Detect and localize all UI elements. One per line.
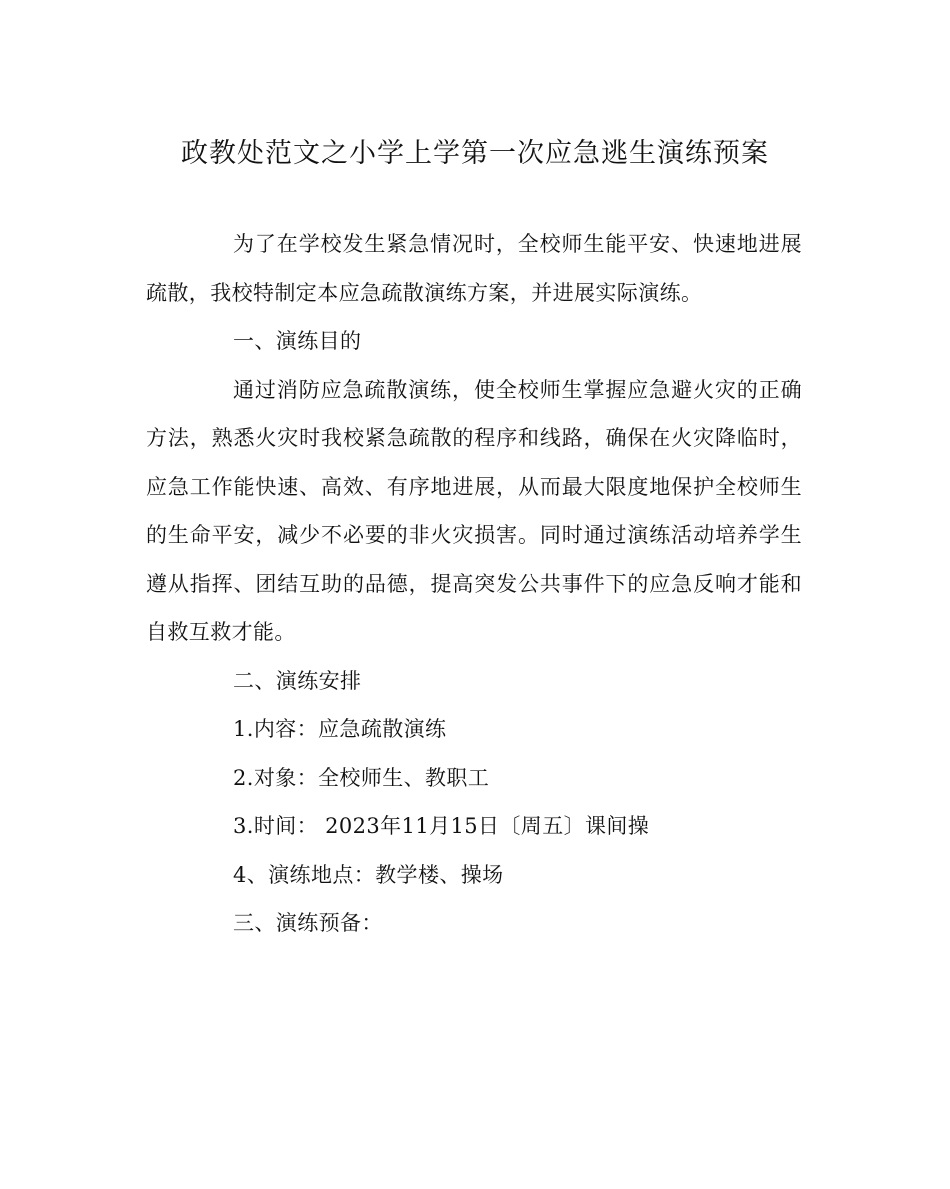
arrangement-item-participants: 2.对象：全校师生、教职工 [233,765,490,790]
arrangement-item-time: 3.时间： 2023年11月15日〔周五〕课间操 [233,814,650,838]
document-body [146,220,802,948]
section-heading-purpose: 一、演练目的 [233,329,362,353]
section-heading-arrangement: 二、演练安排 [233,668,362,693]
arrangement-item-content: 1.内容：应急疏散演练 [233,717,447,741]
document-title: 政教处范文之小学上学第一次应急逃生演练预案 [181,138,769,169]
intro-paragraph: 为了在学校发生紧急情况时，全校师生能平安、快速地进展疏散，我校特制定本应急疏散演练方案，并进展实际演练。 [146,232,802,305]
section-heading-preparation: 三、演练预备： [233,911,383,935]
arrangement-item-location: 4、演练地点：教学楼、操场 [233,862,504,887]
purpose-paragraph: 通过消防应急疏散演练，使全校师生掌握应急避火灾的正确方法，熟悉火灾时我校紧急疏散的程序和线路，确保在火灾降临时，应急工作能快速、高效、有序地进展，从而最大限度地保护全校师生的生命平安，减少不必要的非火灾损害。同时通过演练活动培养学生遵从指挥、团结互助的品德，提高突发公共事件下的应急反响才能和自救互救才能。 [146,377,802,644]
